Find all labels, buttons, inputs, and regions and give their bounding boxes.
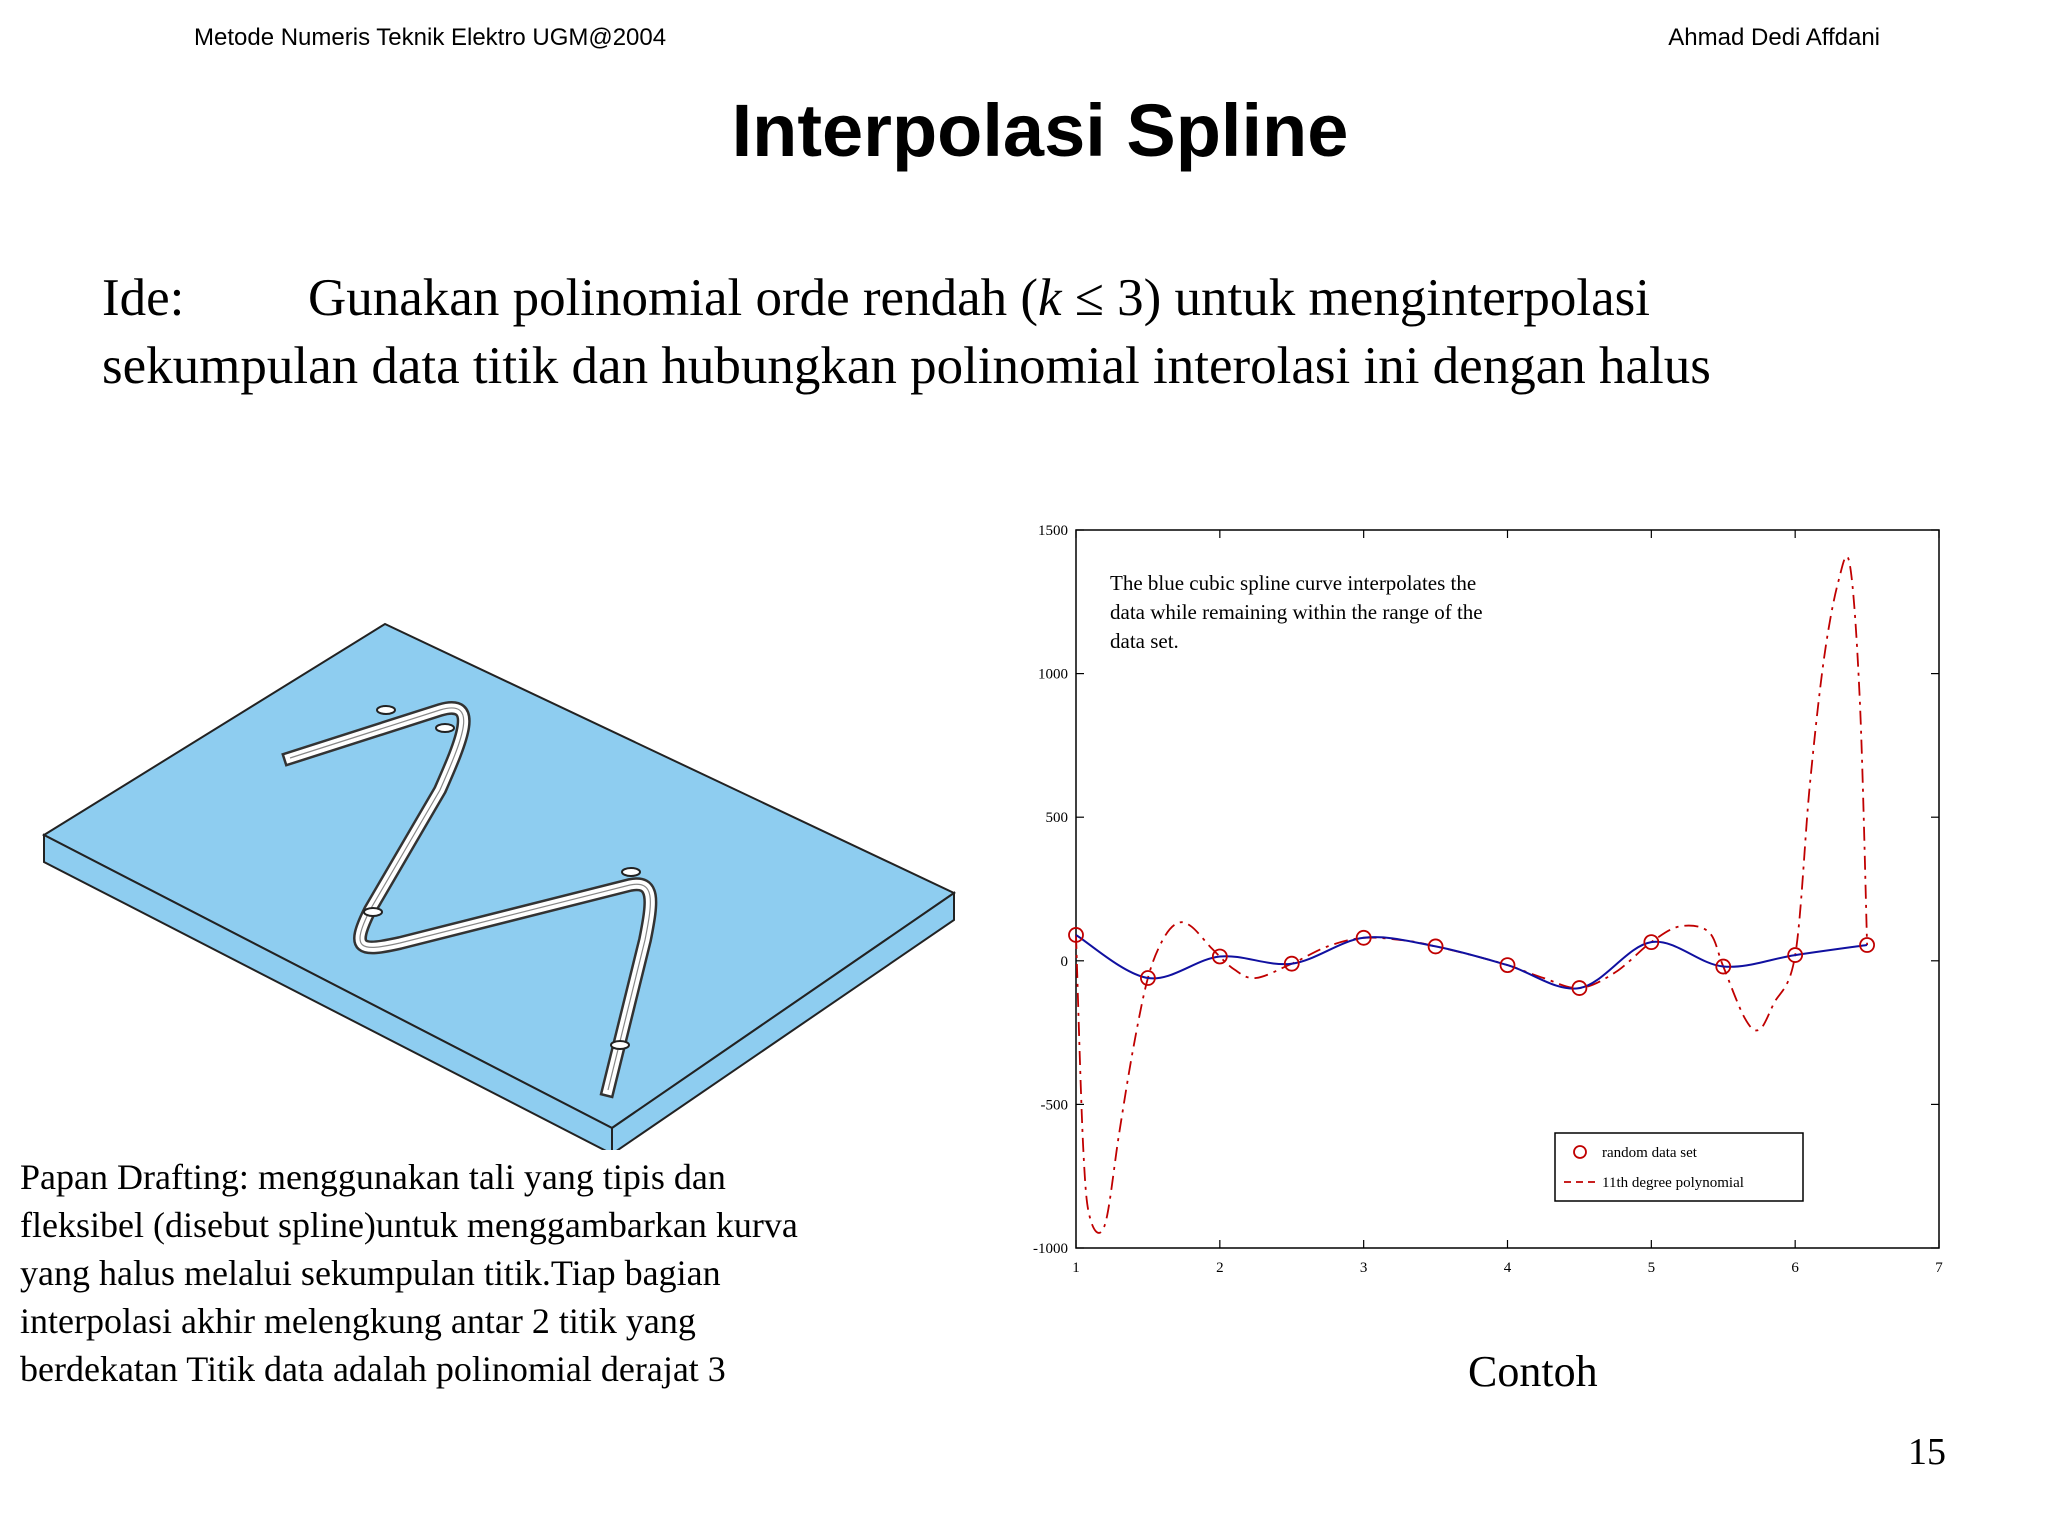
caption-line: fleksibel (disebut spline)untuk menggambarkan kurva: [20, 1205, 798, 1245]
idea-text-mid: ≤ 3) untuk menginterpolasi: [1061, 269, 1650, 327]
header-left: Metode Numeris Teknik Elektro UGM@2004: [194, 24, 667, 51]
idea-label: Ide:: [102, 269, 185, 327]
caption-line: yang halus melalui sekumpulan titik.Tiap bagian: [20, 1253, 721, 1293]
drafting-caption: [20, 1153, 940, 1393]
interpolation-chart: [1010, 515, 1980, 1305]
chart-legend: [1555, 1133, 1803, 1201]
caption-line: berdekatan Titik data adalah polinomial derajat 3: [20, 1349, 726, 1389]
page-number: 15: [1908, 1431, 1946, 1473]
header-right: Ahmad Dedi Affdani: [1668, 24, 1880, 51]
board-top: [44, 624, 954, 1128]
y-tick-label: -500: [1040, 1097, 1068, 1114]
plot-frame: [1076, 530, 1939, 1248]
example-label: Contoh: [1468, 1347, 1598, 1396]
page-title: Interpolasi Spline: [731, 89, 1349, 172]
x-tick-label: 3: [1359, 1260, 1368, 1276]
drafting-board-illustration: [30, 610, 970, 1150]
x-tick-label: 1: [1072, 1260, 1080, 1276]
drafting-board: [44, 624, 954, 1150]
annotation-line: data set.: [1110, 629, 1179, 653]
pin: [377, 706, 395, 714]
x-tick-label: 6: [1791, 1260, 1799, 1276]
x-tick-label: 2: [1216, 1260, 1224, 1276]
annotation-line: The blue cubic spline curve interpolates the: [1110, 571, 1477, 595]
idea-line-1: [102, 268, 1650, 328]
caption-line: Papan Drafting: menggunakan tali yang tipis dan: [20, 1157, 726, 1197]
y-tick-label: 1500: [1038, 523, 1068, 539]
pin: [364, 908, 382, 916]
idea-text-prefix: Gunakan polinomial orde rendah (: [308, 269, 1038, 327]
x-tick-label: 7: [1935, 1260, 1943, 1276]
idea-variable-k: k: [1038, 269, 1062, 327]
idea-line-2: sekumpulan data titik dan hubungkan polinomial interolasi ini dengan halus: [102, 337, 1711, 395]
y-tick-label: 500: [1045, 810, 1068, 827]
pin: [436, 724, 454, 732]
y-tick-label: 0: [1060, 953, 1068, 970]
legend-entry: 11th degree polynomial: [1602, 1175, 1744, 1191]
y-tick-label: -1000: [1033, 1241, 1068, 1257]
x-tick-label: 5: [1647, 1260, 1656, 1276]
caption-line: interpolasi akhir melengkung antar 2 titik yang: [20, 1301, 696, 1341]
annotation-line: data while remaining within the range of the: [1110, 600, 1483, 624]
y-tick-label: 1000: [1038, 666, 1068, 683]
x-tick-label: 4: [1503, 1260, 1512, 1276]
pin: [611, 1041, 629, 1049]
pin: [622, 868, 640, 876]
legend-entry: random data set: [1602, 1145, 1697, 1161]
